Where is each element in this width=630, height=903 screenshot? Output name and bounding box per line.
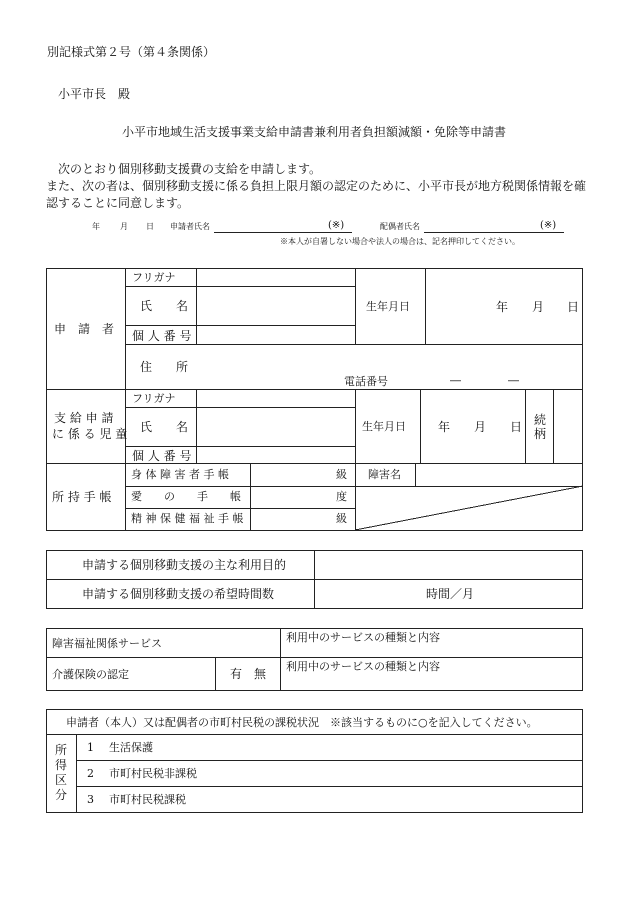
applicant-name-input[interactable] bbox=[197, 287, 355, 325]
applicant-birth-day: 日 bbox=[567, 300, 580, 314]
handbook-physical-grade-input[interactable] bbox=[251, 464, 333, 486]
intro-line-3: 認することに同意します。 bbox=[46, 196, 190, 210]
spouse-seal-mark: (※) bbox=[540, 220, 557, 231]
applicant-birth-year: 年 bbox=[496, 300, 509, 314]
child-section-label-line-2: に 係 る 児 童 bbox=[52, 427, 128, 441]
tax-option-non-taxable[interactable] bbox=[77, 761, 582, 786]
care-insurance-choice[interactable]: 有 無 bbox=[230, 667, 267, 681]
intro-line-2: また、次の者は、個別移動支援に係る負担上限月額の認定のために、小平市長が地方税関係情報を確 bbox=[46, 179, 587, 193]
child-birth-label: 生年月日 bbox=[362, 420, 406, 433]
child-furigana-label: フリガナ bbox=[132, 392, 176, 405]
applicant-phone-dash-1: ― bbox=[450, 374, 461, 387]
child-relationship-label-2: 柄 bbox=[534, 427, 547, 441]
tax-option-label: 市町村民税課税 bbox=[109, 793, 186, 806]
signature-note: ※本人が自署しない場合や法人の場合は、記名押印してください。 bbox=[280, 237, 520, 246]
handbook-physical-unit: 級 bbox=[336, 468, 347, 481]
applicant-furigana-label: フリガナ bbox=[132, 271, 176, 284]
handbook-ryoiku-grade-input[interactable] bbox=[251, 487, 333, 508]
child-furigana-input[interactable] bbox=[197, 390, 355, 407]
sign-month: 月 bbox=[120, 222, 128, 231]
income-category-char-3: 区 bbox=[55, 773, 68, 787]
handbook-physical-label: 身 体 障 害 者 手 帳 bbox=[131, 468, 229, 481]
care-insurance-label: 介護保険の認定 bbox=[52, 668, 129, 681]
usage-hours-unit: 時間／月 bbox=[426, 587, 475, 601]
welfare-services-detail-input[interactable] bbox=[281, 645, 582, 657]
tax-option-number: 3 bbox=[87, 793, 94, 806]
handbook-ryoiku-label: 愛 の 手 帳 bbox=[131, 490, 241, 503]
form-number: 別記様式第２号（第４条関係） bbox=[47, 45, 216, 59]
disability-name-label: 障害名 bbox=[368, 468, 401, 481]
applicant-address-label: 住 所 bbox=[140, 360, 189, 374]
usage-hours-label: 申請する個別移動支援の希望時間数 bbox=[82, 587, 275, 601]
applicant-furigana-input[interactable] bbox=[197, 269, 355, 286]
applicant-phone-label: 電話番号 bbox=[344, 375, 388, 388]
tax-option-welfare[interactable] bbox=[77, 735, 582, 760]
child-id-label: 個 人 番 号 bbox=[132, 449, 192, 463]
tax-status-header: 申請者（本人）又は配偶者の市町村民税の課税状況 ※該当するものに○を記入してください。 bbox=[66, 716, 538, 729]
intro-line-1: 次のとおり個別移動支援費の支給を申請します。 bbox=[58, 162, 322, 176]
sign-year: 年 bbox=[92, 222, 100, 231]
child-birth-day: 日 bbox=[510, 420, 523, 434]
usage-hours-input[interactable] bbox=[315, 580, 423, 608]
sign-day: 日 bbox=[146, 222, 154, 231]
welfare-services-label: 障害福祉関係サービス bbox=[52, 637, 162, 650]
tax-option-number: 1 bbox=[87, 741, 94, 754]
handbook-mental-grade-input[interactable] bbox=[251, 509, 333, 530]
tax-option-label: 市町村民税非課税 bbox=[109, 767, 197, 780]
child-birth-year: 年 bbox=[438, 420, 451, 434]
spouse-name-label: 配偶者氏名 bbox=[380, 222, 420, 231]
welfare-services-detail-label: 利用中のサービスの種類と内容 bbox=[286, 631, 440, 644]
applicant-address-input[interactable] bbox=[197, 345, 583, 389]
applicant-seal-mark: (※) bbox=[328, 220, 345, 231]
tax-option-label: 生活保護 bbox=[109, 741, 153, 754]
child-relationship-input[interactable] bbox=[554, 390, 582, 463]
tax-option-number: 2 bbox=[87, 767, 94, 780]
applicant-name-row-label: 氏 名 bbox=[140, 299, 189, 313]
applicant-name-field[interactable] bbox=[214, 232, 352, 233]
applicant-name-label: 申請者氏名 bbox=[170, 222, 210, 231]
child-name-label: 氏 名 bbox=[140, 420, 189, 434]
child-name-input[interactable] bbox=[197, 408, 355, 446]
addressee: 小平市長 殿 bbox=[58, 87, 131, 101]
applicant-id-label: 個 人 番 号 bbox=[132, 329, 192, 343]
child-section-label-line-1: 支 給 申 請 bbox=[54, 411, 114, 425]
usage-purpose-label: 申請する個別移動支援の主な利用目的 bbox=[82, 558, 287, 572]
handbook-mental-label: 精 神 保 健 福 祉 手 帳 bbox=[131, 512, 244, 525]
income-category-char-1: 所 bbox=[55, 743, 68, 757]
form-title: 小平市地域生活支援事業支給申請書兼利用者負担額減額・免除等申請書 bbox=[122, 125, 507, 139]
applicant-birth-label: 生年月日 bbox=[366, 300, 410, 313]
care-insurance-detail-input[interactable] bbox=[281, 674, 582, 690]
child-id-input[interactable] bbox=[197, 447, 355, 463]
child-birth-month: 月 bbox=[474, 420, 487, 434]
spouse-name-field[interactable] bbox=[424, 232, 564, 233]
child-relationship-label-1: 続 bbox=[534, 413, 547, 427]
handbook-ryoiku-unit: 度 bbox=[336, 490, 347, 503]
care-insurance-detail-label: 利用中のサービスの種類と内容 bbox=[286, 660, 440, 673]
disability-name-input[interactable] bbox=[416, 464, 582, 486]
tax-option-taxable[interactable] bbox=[77, 787, 582, 812]
handbook-mental-unit: 級 bbox=[336, 512, 347, 525]
applicant-section-label: 申 請 者 bbox=[54, 322, 115, 336]
applicant-phone-dash-2: ― bbox=[508, 374, 519, 387]
income-category-char-2: 得 bbox=[55, 758, 68, 772]
usage-purpose-input[interactable] bbox=[315, 551, 582, 579]
applicant-birth-month: 月 bbox=[532, 300, 545, 314]
applicant-id-input[interactable] bbox=[197, 326, 355, 344]
income-category-char-4: 分 bbox=[55, 788, 68, 802]
handbook-section-label: 所 持 手 帳 bbox=[52, 490, 112, 504]
